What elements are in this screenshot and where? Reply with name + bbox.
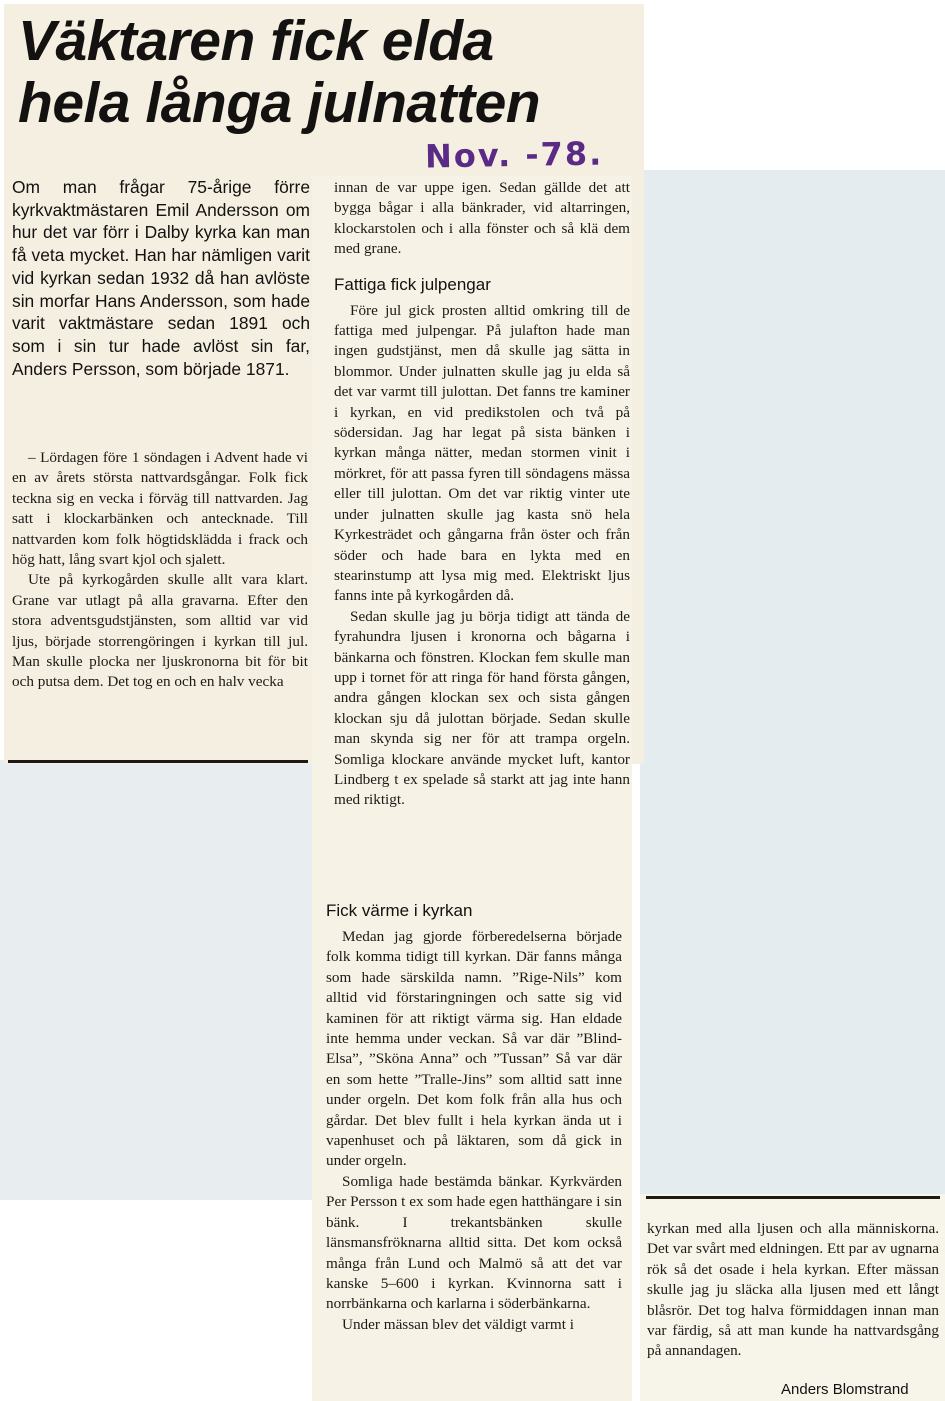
headline-line-1: Väktaren fick elda	[18, 9, 494, 73]
col3-paragraph-3: Under mässan blev det väldigt varmt i	[342, 1315, 574, 1333]
col3-paragraph-2: Somliga hade bestämda bänkar. Kyrkvärden Per Persson t ex som hade egen hatthängare i sin bänk. I trekantsbänken skulle länsmansfröknarna alltid sitta. Det kom också många från Lund och Malmö så att det var kanske 5–600 i kyrkan. Kvinnorna satt i norrbänkarna och karlarna i söderbänkarna.	[326, 1172, 622, 1313]
col1-paragraph-1: – Lördagen före 1 söndagen i Advent hade vi en av årets största nattvardsgångar. Folk fick teckna sig en vecka i förväg till nattvarden. Jag satt i klockarbänken och antecknade. Till nattvarden kom folk högtidsklädda i frack och hög hatt, lång svart kjol och sjalett.	[12, 449, 308, 569]
subheading-varme: Fick värme i kyrkan	[326, 901, 473, 920]
article-lead: Om man frågar 75-årige förre kyrkvaktmästaren Emil Andersson om hur det var förr i Dalby kyrka kan man få veta mycket. Han har nämligen varit vid kyrkan sedan 1932 då han avlöste sin morfar Hans Andersson, som hade varit vaktmästare sedan 1891 och som i sin tur hade avlöst sin far, Anders Persson, som började 1871.	[12, 177, 310, 379]
col3-paragraph-1: Medan jag gjorde förberedelserna började folk komma tidigt till kyrkan. Där fanns många som hade särskilda namn. ”Rige-Nils” kom alltid vid förstaringningen och satte sig vid kaminen för att riktigt värma sig. Han eldade inte hemma under veckan. Så var där ”Blind-Elsa”, ”Sköna Anna” och ”Tussan” Så var där en som hette ”Tralle-Jins” som alltid satt inne under orgeln. Det kom folk från alla hus och gårdar. Det blev fullt i hela kyrkan ända ut i vapenhuset och på läktaren, som då gick in under orgeln.	[326, 928, 622, 1170]
col4-paragraph-1: kyrkan med alla ljusen och alla människorna. Det var svårt med eldningen. Ett par av ugnarna rök så det osade i hela kyrkan. Efter mässan skulle jag ju släcka alla ljusen med ett långt blåsrör. Det tog halva förmiddagen innan man var färdig, så att man kunde ha nattvardsgång på annandagen.	[647, 1220, 939, 1360]
column-2	[334, 178, 630, 811]
col2-continued-paragraph: innan de var uppe igen. Sedan gällde det att bygga bågar i alla bänkrader, vid altarringen, klockarstolen och i alla fönster och så klä dem med grane.	[334, 179, 630, 258]
column-4	[647, 1219, 939, 1362]
subheading-fattiga: Fattiga fick julpengar	[334, 274, 491, 294]
col2-paragraph-1: Före jul gick prosten alltid omkring till de fattiga med julpengar. På julafton hade man ingen gudstjänst, men då skulle jag sätta in blommor. Under julnatten skulle jag ju elda så det var varmt till julottan. Det fanns tre kaminer i kyrkan, en vid predikstolen och två på södersidan. Jag har legat på sista bänken i kyrkan många nätter, medan stormen vinit i mörkret, för att passa fyren till söndagens mässa eller till julottan. Om det var riktig vinter ute under julnatten skulle jag kasta snö hela Kyrkesträdet och gångarna från öster och från söder och hade bara en lykta med en stearinstump att lysa mig med. Elektriskt ljus fanns inte på kyrkogården då.	[334, 301, 630, 605]
article-headline	[18, 10, 638, 134]
headline-line-2: hela långa julnatten	[18, 71, 541, 135]
author-byline: Anders Blomstrand	[781, 1381, 909, 1398]
bleed-through-right	[640, 170, 945, 1205]
col1-paragraph-2: Ute på kyrkogården skulle allt vara klart. Grane var utlagt på alla gravarna. Efter den stora adventsgudstjänsten, som alltid var vid ljus, började storrengöringen i kyrkan till jul. Man skulle plocka ner ljuskronorna bit för bit och putsa dem. Det tog en och en halv vecka	[12, 571, 308, 691]
handwritten-date-note: Nov. -78.	[424, 134, 604, 176]
column-1	[12, 448, 308, 693]
column-3	[326, 900, 622, 1335]
column-4-top-rule	[646, 1196, 940, 1199]
bleed-through-left	[0, 760, 312, 1200]
column-1-end-rule	[8, 760, 308, 763]
col2-paragraph-2: Sedan skulle jag ju börja tidigt att tända de fyrahundra ljusen i kronorna och bågarna i bänkarna och fönstren. Klockan fem skulle man upp i tornet för att ringa för hand första gången, andra gången klockan sex och sista gången klockan sju då julottan började. Sedan skulle man skynda sig ner för att trampa orgeln. Somliga klockare använde mycket luft, kantor Lindberg t ex spelade så starkt att jag inte hann med riktigt.	[334, 607, 630, 809]
